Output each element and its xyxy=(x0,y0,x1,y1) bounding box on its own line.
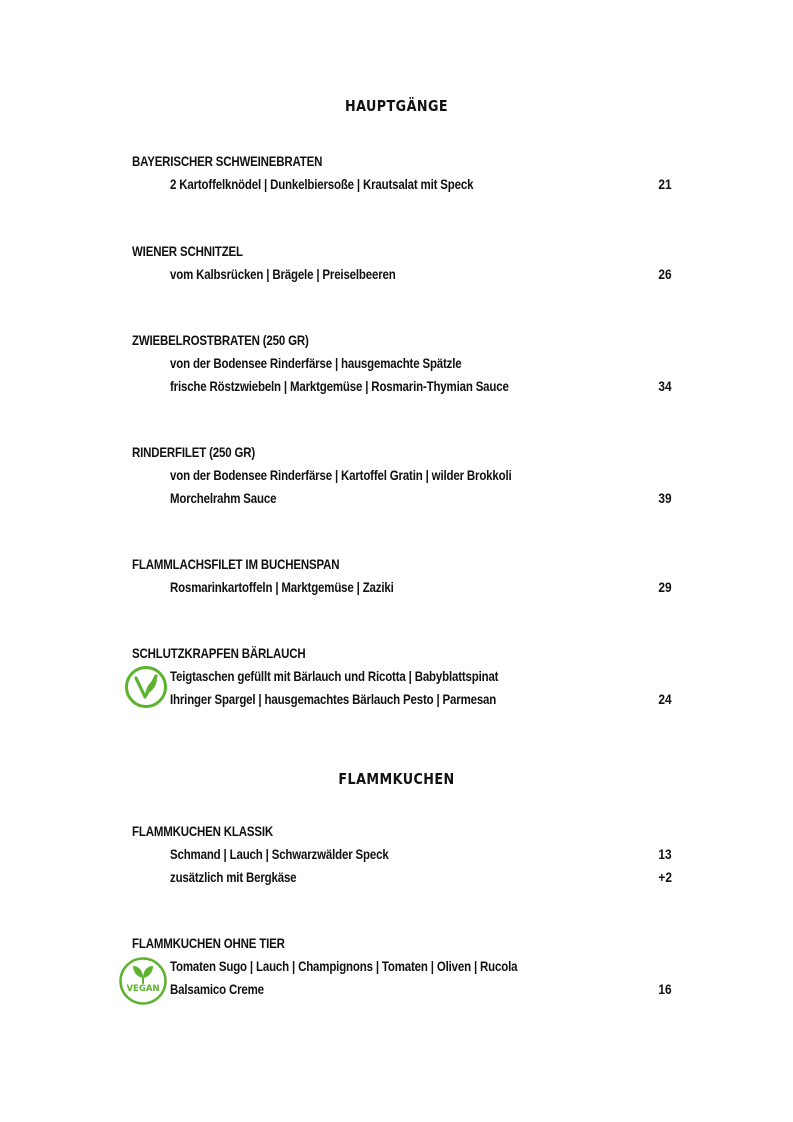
section-title-hauptgaenge: HAUPTGÄNGE xyxy=(345,97,448,115)
item-description: Morchelrahm Sauce xyxy=(170,490,277,506)
item-description: Teigtaschen gefüllt mit Bärlauch und Ricotta | Babyblattspinat xyxy=(170,668,499,684)
item-description: von der Bodensee Rinderfärse | hausgemachte Spätzle xyxy=(170,355,462,371)
item-description: Ihringer Spargel | hausgemachtes Bärlauch Pesto | Parmesan xyxy=(170,691,497,707)
item-description-line xyxy=(132,688,672,711)
item-description: zusätzlich mit Bergkäse xyxy=(170,869,297,885)
vegan-badge-text: VEGAN xyxy=(126,984,160,994)
item-description-line xyxy=(132,843,672,866)
menu-item-flammlachsfilet xyxy=(132,553,672,599)
item-description: Rosmarinkartoffeln | Marktgemüse | Zaziki xyxy=(170,579,394,595)
item-price: 39 xyxy=(658,490,672,506)
item-description-line xyxy=(132,576,672,599)
item-name: FLAMMKUCHEN OHNE TIER xyxy=(132,935,285,951)
item-description-line xyxy=(132,464,672,487)
vegetarian-icon xyxy=(124,665,168,714)
item-name: RINDERFILET (250 GR) xyxy=(132,444,256,460)
item-price: 29 xyxy=(658,579,672,595)
item-description: vom Kalbsrücken | Brägele | Preiselbeeren xyxy=(170,266,396,282)
item-description: Balsamico Creme xyxy=(170,981,264,997)
item-name: FLAMMKUCHEN KLASSIK xyxy=(132,823,274,839)
item-description-line xyxy=(132,173,672,196)
item-description-line xyxy=(132,665,672,688)
item-name: FLAMMLACHSFILET IM BUCHENSPAN xyxy=(132,556,340,572)
item-price: 21 xyxy=(658,176,672,192)
section-title-flammkuchen: FLAMMKUCHEN xyxy=(338,770,455,788)
item-description: von der Bodensee Rinderfärse | Kartoffel Gratin | wilder Brokkoli xyxy=(170,467,512,483)
menu-item-flammkuchen-ohne-tier xyxy=(132,932,672,1001)
item-name: BAYERISCHER SCHWEINEBRATEN xyxy=(132,153,323,169)
item-price: 26 xyxy=(658,266,672,282)
item-description-line xyxy=(132,263,672,286)
item-description: frische Röstzwiebeln | Marktgemüse | Rosmarin-Thymian Sauce xyxy=(170,378,509,394)
item-description-line xyxy=(132,487,672,510)
item-name: ZWIEBELROSTBRATEN (250 GR) xyxy=(132,332,309,348)
menu-item-zwiebelrostbraten xyxy=(132,329,672,398)
item-price: 13 xyxy=(658,846,672,862)
item-description-line xyxy=(132,375,672,398)
item-description-line xyxy=(132,978,672,1001)
item-name: SCHLUTZKRAPFEN BÄRLAUCH xyxy=(132,645,306,661)
vegan-icon xyxy=(118,956,168,1011)
item-description: Tomaten Sugo | Lauch | Champignons | Tomaten | Oliven | Rucola xyxy=(170,958,518,974)
item-description-line xyxy=(132,866,672,889)
menu-item-flammkuchen-klassik xyxy=(132,820,672,889)
item-description: 2 Kartoffelknödel | Dunkelbiersoße | Krautsalat mit Speck xyxy=(170,176,474,192)
item-price: 24 xyxy=(658,691,672,707)
menu-item-wiener-schnitzel xyxy=(132,240,672,286)
menu-item-schlutzkrapfen xyxy=(132,642,672,711)
item-description-line xyxy=(132,955,672,978)
item-extra-price: +2 xyxy=(658,869,672,885)
menu-item-schweinebraten xyxy=(132,150,672,196)
item-name: WIENER SCHNITZEL xyxy=(132,243,243,259)
item-price: 16 xyxy=(658,981,672,997)
menu-item-rinderfilet xyxy=(132,441,672,510)
item-price: 34 xyxy=(658,378,672,394)
item-description-line xyxy=(132,352,672,375)
item-description: Schmand | Lauch | Schwarzwälder Speck xyxy=(170,846,389,862)
